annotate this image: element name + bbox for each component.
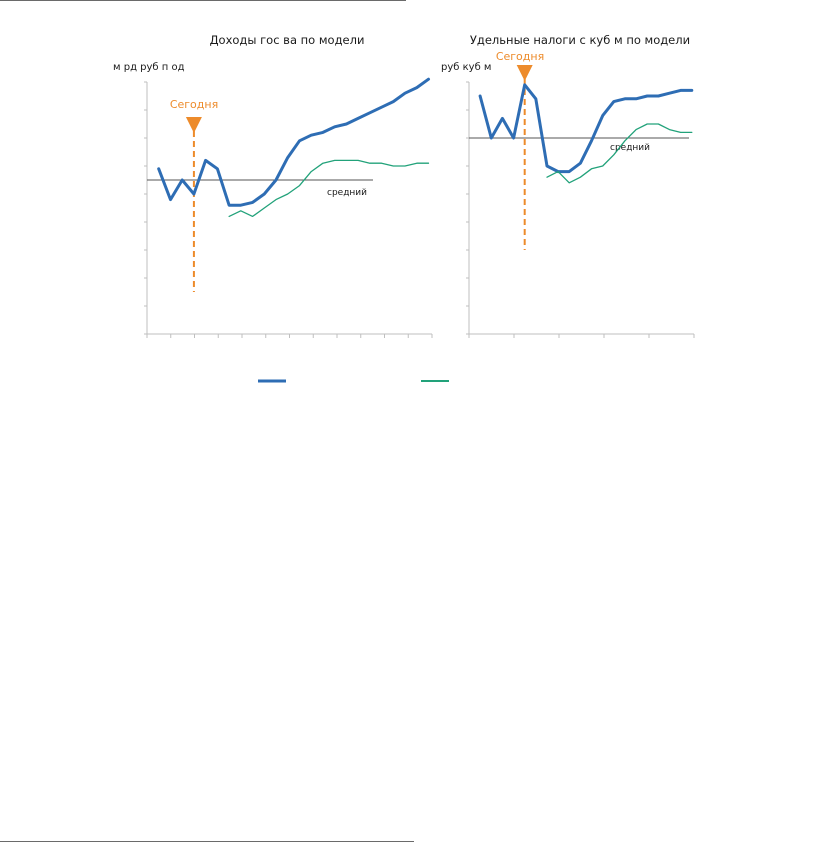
chart-revenue-axes — [144, 82, 432, 338]
chart-unit-tax-title: Удельные налоги с куб м по модели — [469, 33, 691, 47]
today-triangle — [517, 65, 533, 81]
chart-revenue-average-label: средний — [327, 188, 368, 198]
chart-unit-tax-series — [480, 85, 692, 183]
chart-unit-tax-average-label: средний — [610, 143, 651, 153]
chart-unit-tax — [441, 33, 694, 338]
chart-unit-tax-today-label: Сегодня — [495, 50, 545, 63]
chart-unit-tax-ylabel: руб куб м — [441, 62, 492, 73]
chart-revenue-title: Доходы гос ва по модели — [209, 33, 365, 47]
chart-revenue-today-marker — [186, 117, 202, 292]
series-alt-line — [547, 124, 692, 183]
chart-revenue — [113, 33, 432, 338]
chart-revenue-today-label: Сегодня — [169, 98, 219, 111]
chart-revenue-ylabel: м рд руб п од — [113, 62, 185, 73]
today-triangle — [186, 117, 202, 133]
series-main-line — [480, 85, 692, 172]
